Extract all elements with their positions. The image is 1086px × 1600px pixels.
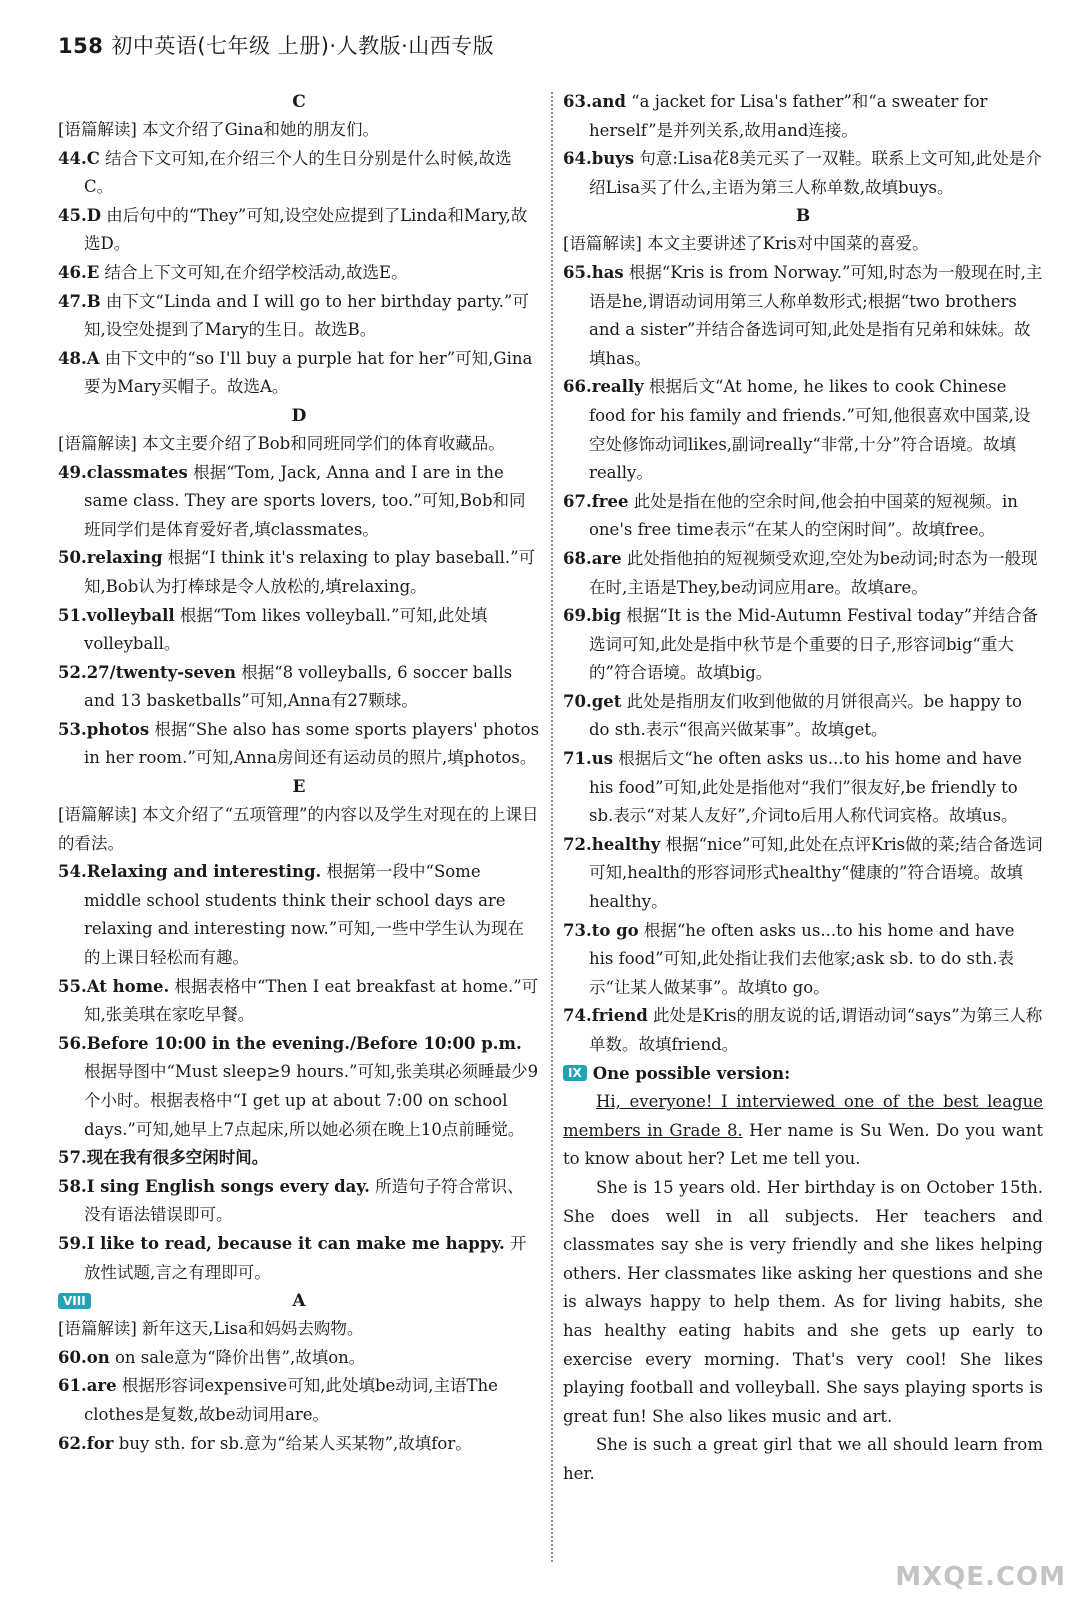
section-a-reading: [语篇解读] 新年这天,Lisa和妈妈去购物。 (58, 1319, 364, 1339)
answer-73 (563, 917, 1043, 1003)
answer-46-text: 结合上下文可知,在介绍学校活动,故选E。 (99, 262, 408, 282)
answer-45-text: 由后句中的“They”可知,设空处应提到了Linda和Mary,故选D。 (84, 205, 528, 254)
answer-62-key: 62.for (58, 1433, 114, 1453)
essay-paragraph-1 (563, 1088, 1043, 1174)
answer-74 (563, 1002, 1043, 1059)
answer-65 (563, 259, 1043, 373)
roman-numeral-badge: VIII (58, 1293, 91, 1309)
answer-60-text: on sale意为“降价出售”,故填on。 (109, 1347, 366, 1367)
answer-51-text: 根据“Tom likes volleyball.”可知,此处填volleyball。 (84, 605, 488, 654)
column-divider (551, 92, 553, 1562)
answer-69-text: 根据“It is the Mid-Autumn Festival today”并结合备选词可知,此处是指中秋节是个重要的日子,形容词big“重大的”符合语境。故填big。 (589, 606, 1039, 683)
answer-61-text: 根据形容词expensive可知,此处填be动词,主语The clothes是复数,故be动词用are。 (84, 1376, 498, 1424)
answer-74-key: 74.friend (563, 1006, 648, 1026)
answer-60-key: 60.on (58, 1347, 110, 1367)
answer-70-key: 70.get (563, 691, 622, 711)
answer-49-key: 49.classmates (58, 462, 188, 482)
answer-74-text: 此处是Kris的朋友说的话,谓语动词“says”为第三人称单数。故填friend。 (589, 1006, 1043, 1054)
answer-71 (563, 745, 1043, 831)
section-d-reading: [语篇解读] 本文主要介绍了Bob和同班同学们的体育收藏品。 (58, 433, 505, 453)
answer-56 (58, 1030, 540, 1144)
section-c-reading: [语篇解读] 本文介绍了Gina和她的朋友们。 (58, 120, 380, 139)
right-column (563, 88, 1043, 1489)
section-b-heading: B (795, 206, 811, 227)
answer-50-key: 50.relaxing (58, 548, 163, 568)
answer-54-key: 54.Relaxing and interesting. (58, 862, 322, 882)
answer-62-text: buy sth. for sb.意为“给某人买某物”,故填for。 (113, 1433, 472, 1453)
answer-53 (58, 716, 540, 773)
section-e-reading: [语篇解读] 本文介绍了“五项管理”的内容以及学生对现在的上课日的看法。 (58, 805, 539, 853)
page-header (58, 30, 494, 60)
answer-57-key: 57.现在我有很多空闲时间。 (58, 1148, 269, 1168)
answer-70-text: 此处是指朋友们收到他做的月饼很高兴。be happy to do sth.表示“很高兴做某事”。故填get。 (589, 691, 1022, 740)
answer-44-text: 结合下文可知,在介绍三个人的生日分别是什么时候,故选C。 (84, 148, 512, 197)
answer-61 (58, 1372, 540, 1429)
page-number: 158 (58, 34, 104, 58)
answer-53-key: 53.photos (58, 719, 150, 739)
answer-70 (563, 688, 1043, 745)
answer-65-text: 根据“Kris is from Norway.”可知,时态为一般现在时,主语是he,谓语动词用第三人称单数形式;根据“two brothers and a sister”并结合备选词可知,此处是指有兄弟和妹妹。故填has。 (589, 262, 1043, 368)
answer-50 (58, 544, 540, 601)
answer-47-key: 47.B (58, 291, 101, 311)
answer-58 (58, 1173, 540, 1230)
section-d-heading: D (291, 405, 307, 426)
answer-66-key: 66.really (563, 377, 644, 397)
section-c-heading: C (292, 92, 306, 112)
answer-52 (58, 659, 540, 716)
answer-73-text: 根据“he often asks us...to his home and have his food”可知,此处指让我们去他家;ask sb. to do sth.表示“让某人做某事”。故填to go。 (589, 920, 1015, 997)
section-viii-a-heading (58, 1287, 540, 1315)
answer-51 (58, 602, 540, 659)
answer-55-key: 55.At home. (58, 976, 170, 996)
answer-46-key: 46.E (58, 262, 100, 282)
essay-paragraph-1-rest: Her name is Su Wen. Do you want to know about her? Let me tell you. (563, 1120, 1044, 1169)
answer-51-key: 51.volleyball (58, 605, 175, 625)
answer-73-key: 73.to go (563, 920, 639, 940)
answer-54 (58, 858, 540, 972)
version-label: One possible version: (592, 1063, 791, 1083)
answer-50-text: 根据“I think it's relaxing to play baseball.”可知,Bob认为打棒球是令人放松的,填relaxing。 (84, 548, 536, 596)
answer-44 (58, 145, 540, 202)
answer-62 (58, 1430, 540, 1459)
answer-63-text: “a jacket for Lisa's father”和“a sweater for herself”是并列关系,故用and连接。 (589, 92, 988, 140)
answer-59-key: 59.I like to read, because it can make me happy. (58, 1233, 505, 1253)
answer-59 (58, 1230, 540, 1287)
answer-49-text: 根据“Tom, Jack, Anna and I are in the same class. They are sports lovers, too.”可知,Bob和同班同学们是体育爱好者,填classmates。 (84, 462, 526, 539)
answer-60 (58, 1344, 540, 1373)
answer-64-text: 句意:Lisa花8美元买了一双鞋。联系上文可知,此处是介绍Lisa买了什么,主语为第三人称单数,故填buys。 (589, 149, 1042, 197)
answer-48-key: 48.A (58, 348, 100, 368)
answer-72-key: 72.healthy (563, 834, 661, 854)
answer-56-text: 根据导图中“Must sleep≥9 hours.”可知,张美琪必须睡最少9个小时。根据表格中“I get up at about 7:00 on school days.”可知,她早上7点起床,所以她必须在晚上10点前睡觉。 (84, 1062, 539, 1139)
left-column (58, 88, 540, 1458)
answer-64-key: 64.buys (563, 149, 635, 169)
answer-52-key: 52.27/twenty-seven (58, 662, 236, 682)
answer-66 (563, 373, 1043, 487)
answer-69 (563, 602, 1043, 688)
answer-45 (58, 202, 540, 259)
roman-numeral-badge-ix: IX (563, 1065, 587, 1081)
answer-58-key: 58.I sing English songs every day. (58, 1176, 370, 1196)
section-e-heading: E (292, 777, 306, 798)
answer-55 (58, 973, 540, 1030)
answer-71-key: 71.us (563, 749, 613, 769)
answer-58-text: 所造句子符合常识、没有语法错误即可。 (84, 1176, 524, 1225)
essay-paragraph-2: She is 15 years old. Her birthday is on October 15th. She does well in all subjects. Her teachers and classmates say she is very friendly and she likes helping others. Her classmates like asking her questions and she is always happy to help them. As for living habits, she has healthy eating habits and she gets up early to exercise every morning. That's very cool! She likes playing football and volleyball. She says playing sports is great fun! She also likes music and art. (563, 1177, 1043, 1426)
answer-65-key: 65.has (563, 262, 624, 282)
section-a-label: A (292, 1291, 306, 1312)
answer-57 (58, 1144, 540, 1173)
answer-72 (563, 831, 1043, 917)
answer-48 (58, 345, 540, 402)
answer-64 (563, 145, 1043, 202)
answer-72-text: 根据“nice”可知,此处在点评Kris做的菜;结合备选词可知,health的形容词形式healthy“健康的”符合语境。故填healthy。 (589, 834, 1043, 912)
essay-paragraph-3: She is such a great girl that we all should learn from her. (563, 1435, 1043, 1483)
answer-54-text: 根据第一段中“Some middle school students think their school days are relaxing and interesting now.”可知,一些中学生认为现在的上课日轻松而有趣。 (84, 862, 524, 968)
answer-69-key: 69.big (563, 606, 622, 626)
answer-52-text: 根据“8 volleyballs, 6 soccer balls and 13 basketballs”可知,Anna有27颗球。 (84, 662, 513, 711)
answer-47-text: 由下文“Linda and I will go to her birthday party.”可知,设空处提到了Mary的生日。故选B。 (84, 291, 529, 340)
answer-63 (563, 88, 1043, 145)
answer-56-key: 56.Before 10:00 in the evening./Before 10:00 p.m. (58, 1033, 522, 1053)
answer-47 (58, 288, 540, 345)
answer-46 (58, 259, 540, 288)
answer-61-key: 61.are (58, 1376, 117, 1396)
answer-68 (563, 545, 1043, 602)
answer-48-text: 由下文中的“so I'll buy a purple hat for her”可知,Gina要为Mary买帽子。故选A。 (84, 348, 533, 397)
answer-45-key: 45.D (58, 205, 102, 225)
essay-underlined-sentence: Hi, everyone! I interviewed one of the best league members in Grade 8. (563, 1092, 1043, 1140)
answer-55-text: 根据表格中“Then I eat breakfast at home.”可知,张美琪在家吃早餐。 (84, 976, 539, 1025)
answer-63-key: 63.and (563, 92, 626, 111)
answer-67-text: 此处是指在他的空余时间,他会拍中国菜的短视频。in one's free time表示“在某人的空闲时间”。故填free。 (589, 491, 1018, 540)
answer-68-text: 此处指他拍的短视频受欢迎,空处为be动词;时态为一般现在时,主语是They,be动词应用are。故填are。 (589, 548, 1038, 597)
answer-53-text: 根据“She also has some sports players' photos in her room.”可知,Anna房间还有运动员的照片,填photos。 (84, 719, 540, 768)
answer-66-text: 根据后文“At home, he likes to cook Chinese food for his family and friends.”可知,他很喜欢中国菜,设空处修饰动词likes,副词really“非常,十分”符合语境。故填really。 (589, 377, 1031, 483)
answer-44-key: 44.C (58, 148, 100, 168)
watermark: MXQE.COM (895, 1562, 1066, 1592)
answer-67 (563, 488, 1043, 545)
answer-67-key: 67.free (563, 491, 629, 511)
answer-49 (58, 459, 540, 545)
answer-59-text: 开放性试题,言之有理即可。 (84, 1233, 527, 1282)
book-title: 初中英语(七年级 上册)·人教版·山西专版 (111, 34, 495, 58)
section-b-reading: [语篇解读] 本文主要讲述了Kris对中国菜的喜爱。 (563, 234, 929, 254)
writing-heading (563, 1060, 1043, 1089)
answer-68-key: 68.are (563, 548, 622, 568)
answer-71-text: 根据后文“he often asks us...to his home and have his food”可知,此处是指他对“我们”很友好,be friendly to sb.表示“对某人友好”,介词to后用人称代词宾格。故填us。 (589, 749, 1022, 826)
